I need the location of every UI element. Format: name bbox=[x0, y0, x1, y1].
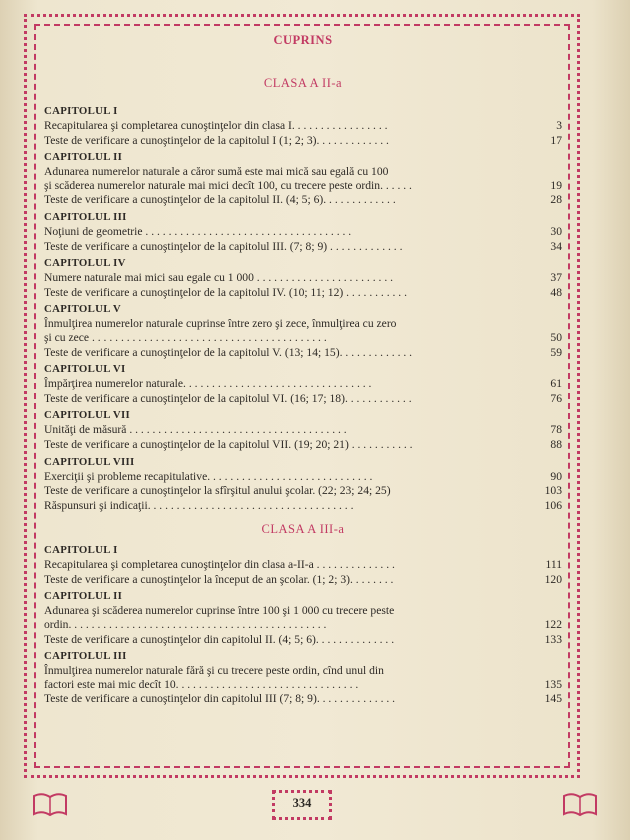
toc-entry bbox=[44, 286, 562, 300]
toc-entry-page: 120 bbox=[544, 572, 562, 586]
toc-entry bbox=[44, 692, 562, 706]
toc-entry-title: Teste de verificare a cunoştinţelor la sfîrşitul anului şcolar. (22; 23; 24; 25) bbox=[44, 484, 391, 498]
toc-entry bbox=[44, 134, 562, 148]
chapter-heading: CAPITOLUL I bbox=[44, 544, 118, 557]
toc-entry-title: Numere naturale mai mici sau egale cu 1 000 . . . . . . . . . . . . . . . . . . . . . . . . bbox=[44, 271, 394, 285]
toc-entry bbox=[44, 604, 562, 631]
toc-entry-title: Înmulţirea numerelor naturale cuprinse între zero şi zece, înmulţirea cu zero şi cu zece . . . . . . . . . . . . . . . . . . . . . . . . . . . . . . . . . . . . . . . . . bbox=[44, 317, 397, 344]
toc-entry-title: Noţiuni de geometrie . . . . . . . . . . . . . . . . . . . . . . . . . . . . . . . . . . . . bbox=[44, 224, 352, 238]
toc-entry-title: Teste de verificare a cunoştinţelor de la capitolul V. (13; 14; 15). . . . . . . . . . . . . bbox=[44, 345, 413, 359]
grade-heading: CLASA A III-a bbox=[261, 522, 345, 537]
toc-entry bbox=[44, 346, 562, 360]
toc-entry bbox=[44, 484, 562, 498]
table-of-contents bbox=[44, 28, 562, 707]
toc-entry bbox=[44, 470, 562, 484]
toc-entry bbox=[44, 392, 562, 406]
toc-entry-title: Teste de verificare a cunoştinţelor de la capitolul IV. (10; 11; 12) . . . . . . . . . . . bbox=[44, 285, 407, 299]
toc-entry-title: Teste de verificare a cunoştinţelor de la capitolul VII. (19; 20; 21) . . . . . . . . . . . bbox=[44, 437, 413, 451]
chapter-heading: CAPITOLUL I bbox=[44, 105, 118, 117]
toc-entry bbox=[44, 317, 562, 344]
toc-entry-title: Recapitularea şi completarea cunoştinţelor din clasa I. . . . . . . . . . . . . . . . . bbox=[44, 119, 388, 132]
toc-entry bbox=[44, 193, 562, 207]
toc-entry-page: 59 bbox=[550, 345, 562, 359]
chapter-heading: CAPITOLUL III bbox=[44, 650, 127, 663]
grade-heading: CLASA A II-a bbox=[263, 76, 343, 90]
toc-entry-page: 50 bbox=[550, 330, 562, 344]
toc-entry-title: Adunarea şi scăderea numerelor cuprinse între 100 şi 1 000 cu trecere peste ordin. . . . . . . . . . . . . . . . . . . . . . . . . . . . . . . . . . . . . . . . . . . . . bbox=[44, 604, 395, 632]
toc-entry-page: 61 bbox=[550, 377, 562, 391]
open-book-icon bbox=[30, 788, 70, 818]
toc-sections bbox=[44, 72, 562, 706]
toc-entry-title: Teste de verificare a cunoştinţelor la început de an şcolar. (1; 2; 3). . . . . . . . bbox=[44, 572, 394, 586]
toc-entry bbox=[44, 423, 562, 437]
toc-entry-title: Teste de verificare a cunoştinţelor de la capitolul III. (7; 8; 9) . . . . . . . . . . . . . bbox=[44, 239, 403, 253]
toc-entry-title: Înmulţirea numerelor naturale fără şi cu trecere peste ordin, cînd unul din factori este mai mic decît 10. . . . . . . . . . . . . . . . . . . . . . . . . . . . . . . . bbox=[44, 664, 384, 691]
toc-entry-page: 30 bbox=[550, 224, 562, 238]
toc-entry-page: 34 bbox=[550, 239, 562, 253]
toc-entry-title: Exerciţii şi probleme recapitulative. . . . . . . . . . . . . . . . . . . . . . . . . . . . . bbox=[44, 469, 373, 483]
chapter-heading: CAPITOLUL III bbox=[44, 210, 127, 223]
page-title: CUPRINS bbox=[273, 33, 333, 47]
chapter-heading: CAPITOLUL IV bbox=[44, 257, 126, 270]
toc-entry-page: 37 bbox=[550, 271, 562, 285]
toc-entry-title: Teste de verificare a cunoştinţelor de la capitolul I (1; 2; 3). . . . . . . . . . . . . bbox=[44, 133, 389, 147]
open-book-icon bbox=[560, 788, 600, 818]
chapter-heading: CAPITOLUL II bbox=[44, 590, 123, 603]
toc-entry-page: 122 bbox=[544, 618, 562, 632]
toc-entry bbox=[44, 499, 562, 513]
toc-entry-page: 28 bbox=[550, 193, 562, 207]
toc-entry-page: 145 bbox=[544, 692, 562, 706]
toc-entry-title: Răspunsuri şi indicaţii. . . . . . . . . . . . . . . . . . . . . . . . . . . . . . . . . . . . bbox=[44, 498, 354, 512]
toc-entry-page: 88 bbox=[550, 437, 562, 451]
toc-entry bbox=[44, 165, 562, 192]
toc-entry-title: Teste de verificare a cunoştinţelor de la capitolul VI. (16; 17; 18). . . . . . . . . . . . bbox=[44, 391, 412, 405]
toc-entry-page: 103 bbox=[544, 484, 562, 498]
toc-entry-title: Recapitularea şi completarea cunoştinţelor din clasa a-II-a . . . . . . . . . . . . . . bbox=[44, 558, 395, 572]
toc-entry-page: 17 bbox=[550, 133, 562, 147]
page-number-badge bbox=[257, 786, 347, 826]
toc-entry bbox=[44, 119, 562, 133]
chapter-heading: CAPITOLUL VII bbox=[44, 409, 131, 422]
toc-entry bbox=[44, 377, 562, 391]
toc-entry-page: 133 bbox=[544, 632, 562, 646]
toc-entry-page: 3 bbox=[556, 119, 562, 132]
toc-entry-page: 106 bbox=[544, 498, 562, 512]
chapter-heading: CAPITOLUL V bbox=[44, 303, 122, 316]
toc-entry-page: 48 bbox=[550, 285, 562, 299]
page-number: 334 bbox=[292, 796, 312, 810]
toc-entry bbox=[44, 438, 562, 452]
toc-entry bbox=[44, 558, 562, 572]
chapter-heading: CAPITOLUL VIII bbox=[44, 455, 135, 468]
toc-entry-title: Teste de verificare a cunoştinţelor de la capitolul II. (4; 5; 6). . . . . . . . . . . . . bbox=[44, 193, 396, 207]
toc-entry-title: Unităţi de măsură . . . . . . . . . . . . . . . . . . . . . . . . . . . . . . . . . . . . . . bbox=[44, 423, 347, 437]
toc-entry-page: 19 bbox=[550, 178, 562, 192]
chapter-heading: CAPITOLUL VI bbox=[44, 363, 126, 376]
chapter-heading: CAPITOLUL II bbox=[44, 151, 123, 164]
toc-entry-page: 76 bbox=[550, 391, 562, 405]
toc-entry-title: Împărţirea numerelor naturale. . . . . . . . . . . . . . . . . . . . . . . . . . . . . . . . . bbox=[44, 377, 372, 391]
toc-entry bbox=[44, 664, 562, 691]
toc-entry-title: Teste de verificare a cunoştinţelor din capitolul III (7; 8; 9). . . . . . . . . . . . . . bbox=[44, 692, 396, 706]
toc-entry-page: 78 bbox=[550, 423, 562, 437]
toc-entry-title: Teste de verificare a cunoştinţelor din capitolul II. (4; 5; 6). . . . . . . . . . . . . . bbox=[44, 632, 395, 646]
toc-entry-page: 111 bbox=[545, 558, 562, 572]
toc-entry bbox=[44, 633, 562, 647]
toc-entry-page: 90 bbox=[550, 469, 562, 483]
toc-entry-title: Adunarea numerelor naturale a căror sumă este mai mică sau egală cu 100 şi scăderea numerelor naturale mai mici decît 100, cu trecere peste ordin. . . . . . bbox=[44, 165, 412, 192]
toc-entry bbox=[44, 271, 562, 285]
toc-entry bbox=[44, 240, 562, 254]
toc-entry bbox=[44, 225, 562, 239]
toc-entry-page: 135 bbox=[544, 677, 562, 691]
toc-entry bbox=[44, 573, 562, 587]
